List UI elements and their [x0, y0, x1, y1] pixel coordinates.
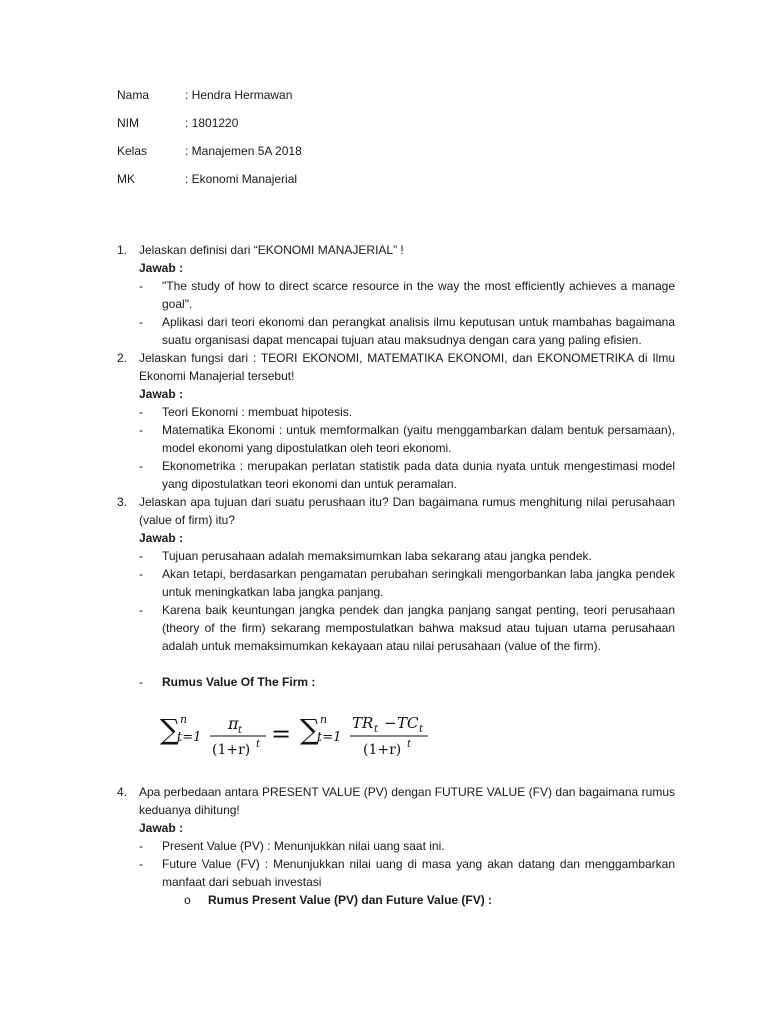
answer-text: Matematika Ekonomi : untuk memformalkan (yaitu menggambarkan dalam bentuk persamaan), model ekonomi yang dipostulatkan oleh teori ekonomi.	[162, 423, 675, 455]
header-value: : Ekonomi Manajerial	[185, 172, 298, 186]
jawab-label: Jawab :	[139, 531, 184, 545]
question-1	[0, 241, 768, 259]
numerator-tr: TR	[352, 714, 374, 732]
dash-bullet: -	[139, 675, 143, 689]
answer-text: Ekonometrika : merupakan perlatan statistik pada data dunia nyata untuk mengestimasi model yang dipostulatkan teori ekonomi dan untuk peramalan.	[162, 459, 675, 491]
answer-text: Future Value (FV) : Menunjukkan nilai uang di masa yang akan datang dan menggambarkan manfaat dari sebuah investasi	[162, 857, 675, 889]
sum-symbol: ∑	[300, 713, 320, 746]
header-row-nim	[117, 114, 617, 132]
value-of-firm-formula	[158, 695, 768, 765]
header-row-mk	[117, 170, 617, 188]
dash-bullet: -	[139, 839, 143, 853]
sub-bullet-item	[0, 891, 768, 909]
dash-bullet: -	[139, 549, 143, 563]
sum-lower: t=1	[177, 730, 202, 745]
answer-item	[0, 547, 768, 565]
dash-bullet: -	[139, 279, 143, 293]
question-number: 4.	[117, 785, 128, 799]
spacer	[0, 655, 768, 673]
answer-item	[0, 457, 768, 493]
question-2	[0, 349, 768, 385]
sum-upper: n	[180, 713, 188, 726]
formula-title-item	[0, 673, 768, 691]
denominator-exp: t	[256, 739, 261, 750]
dash-bullet: -	[139, 603, 143, 617]
answer-item	[0, 855, 768, 891]
denominator: (1+r)	[363, 742, 402, 758]
header-label: MK	[117, 172, 135, 186]
jawab-label: Jawab :	[139, 261, 184, 275]
formula-graphic	[158, 695, 458, 765]
jawab-label: Jawab :	[139, 821, 184, 835]
header-row-kelas	[117, 142, 617, 160]
sum-symbol: ∑	[160, 713, 180, 746]
sum-upper: n	[320, 713, 328, 726]
circle-bullet-icon: o	[184, 893, 191, 907]
header-row-nama	[117, 86, 617, 104]
numerator-tr-sub: t	[374, 724, 379, 735]
question-text: Jelaskan apa tujuan dari suatu perushaan itu? Dan bagaimana rumus menghitung nilai perusahaan (value of firm) itu?	[139, 495, 675, 527]
denominator: (1+r)	[212, 742, 251, 758]
question-3	[0, 493, 768, 529]
answer-text: "The study of how to direct scarce resource in the way the most efficiently achieves a manage goal".	[162, 279, 675, 311]
denominator-exp: t	[407, 739, 412, 750]
numerator-tc: TC	[397, 714, 419, 732]
sub-bullet-text: Rumus Present Value (PV) dan Future Value (FV) :	[208, 893, 493, 907]
header-value: : 1801220	[185, 116, 239, 130]
numerator-sub: t	[238, 725, 243, 736]
answer-text: Present Value (PV) : Menunjukkan nilai uang saat ini.	[162, 839, 445, 853]
dash-bullet: -	[139, 405, 143, 419]
question-number: 1.	[117, 243, 128, 257]
answer-text: Akan tetapi, berdasarkan pengamatan perubahan seringkali mengorbankan laba jangka pendek untuk meningkatkan laba jangka panjang.	[162, 567, 675, 599]
answer-item	[0, 403, 768, 421]
dash-bullet: -	[139, 423, 143, 437]
header-value: : Manajemen 5A 2018	[185, 144, 302, 158]
dash-bullet: -	[139, 857, 143, 871]
answer-item	[0, 421, 768, 457]
sum-lower: t=1	[317, 730, 342, 745]
header-value: : Hendra Hermawan	[185, 88, 293, 102]
formula-title: Rumus Value Of The Firm :	[162, 675, 316, 689]
header-label: Kelas	[117, 144, 148, 158]
question-list	[0, 241, 768, 909]
question-4	[0, 783, 768, 819]
question-text: Jelaskan definisi dari “EKONOMI MANAJERIAL” !	[139, 243, 404, 257]
numerator-pi: π	[228, 714, 239, 733]
answer-text: Karena baik keuntungan jangka pendek dan jangka panjang sangat penting, teori perusahaan (theory of the firm) sekarang mempostulatkan bahwa maksud atau tujuan utama perusahaan adalah untuk memaksimumkan kekayaan atau nilai perusahaan (value of the firm).	[162, 603, 675, 653]
answer-item	[0, 565, 768, 601]
answer-item	[0, 277, 768, 313]
numerator-minus: −	[384, 714, 397, 732]
equals-sign: =	[271, 720, 292, 748]
question-text: Apa perbedaan antara PRESENT VALUE (PV) dengan FUTURE VALUE (FV) dan bagaimana rumus keduanya dihitung!	[139, 785, 675, 817]
answer-item	[0, 313, 768, 349]
question-number: 2.	[117, 351, 128, 365]
jawab-label: Jawab :	[139, 387, 184, 401]
question-number: 3.	[117, 495, 128, 509]
header-label: Nama	[117, 88, 150, 102]
dash-bullet: -	[139, 567, 143, 581]
answer-text: Teori Ekonomi : membuat hipotesis.	[162, 405, 353, 419]
header-label: NIM	[117, 116, 139, 130]
question-text: Jelaskan fungsi dari : TEORI EKONOMI, MATEMATIKA EKONOMI, dan EKONOMETRIKA di Ilmu Ekonomi Manajerial tersebut!	[139, 351, 675, 383]
answer-text: Aplikasi dari teori ekonomi dan perangkat analisis ilmu keputusan untuk mambahas bagaimana suatu organisasi dapat mencapai tujuan atau maksudnya dengan cara yang paling efisien.	[162, 315, 675, 347]
dash-bullet: -	[139, 459, 143, 473]
answer-item	[0, 837, 768, 855]
spacer	[0, 765, 768, 783]
answer-text: Tujuan perusahaan adalah memaksimumkan laba sekarang atau jangka pendek.	[162, 549, 592, 563]
numerator-tc-sub: t	[419, 724, 424, 735]
answer-item	[0, 601, 768, 655]
dash-bullet: -	[139, 315, 143, 329]
